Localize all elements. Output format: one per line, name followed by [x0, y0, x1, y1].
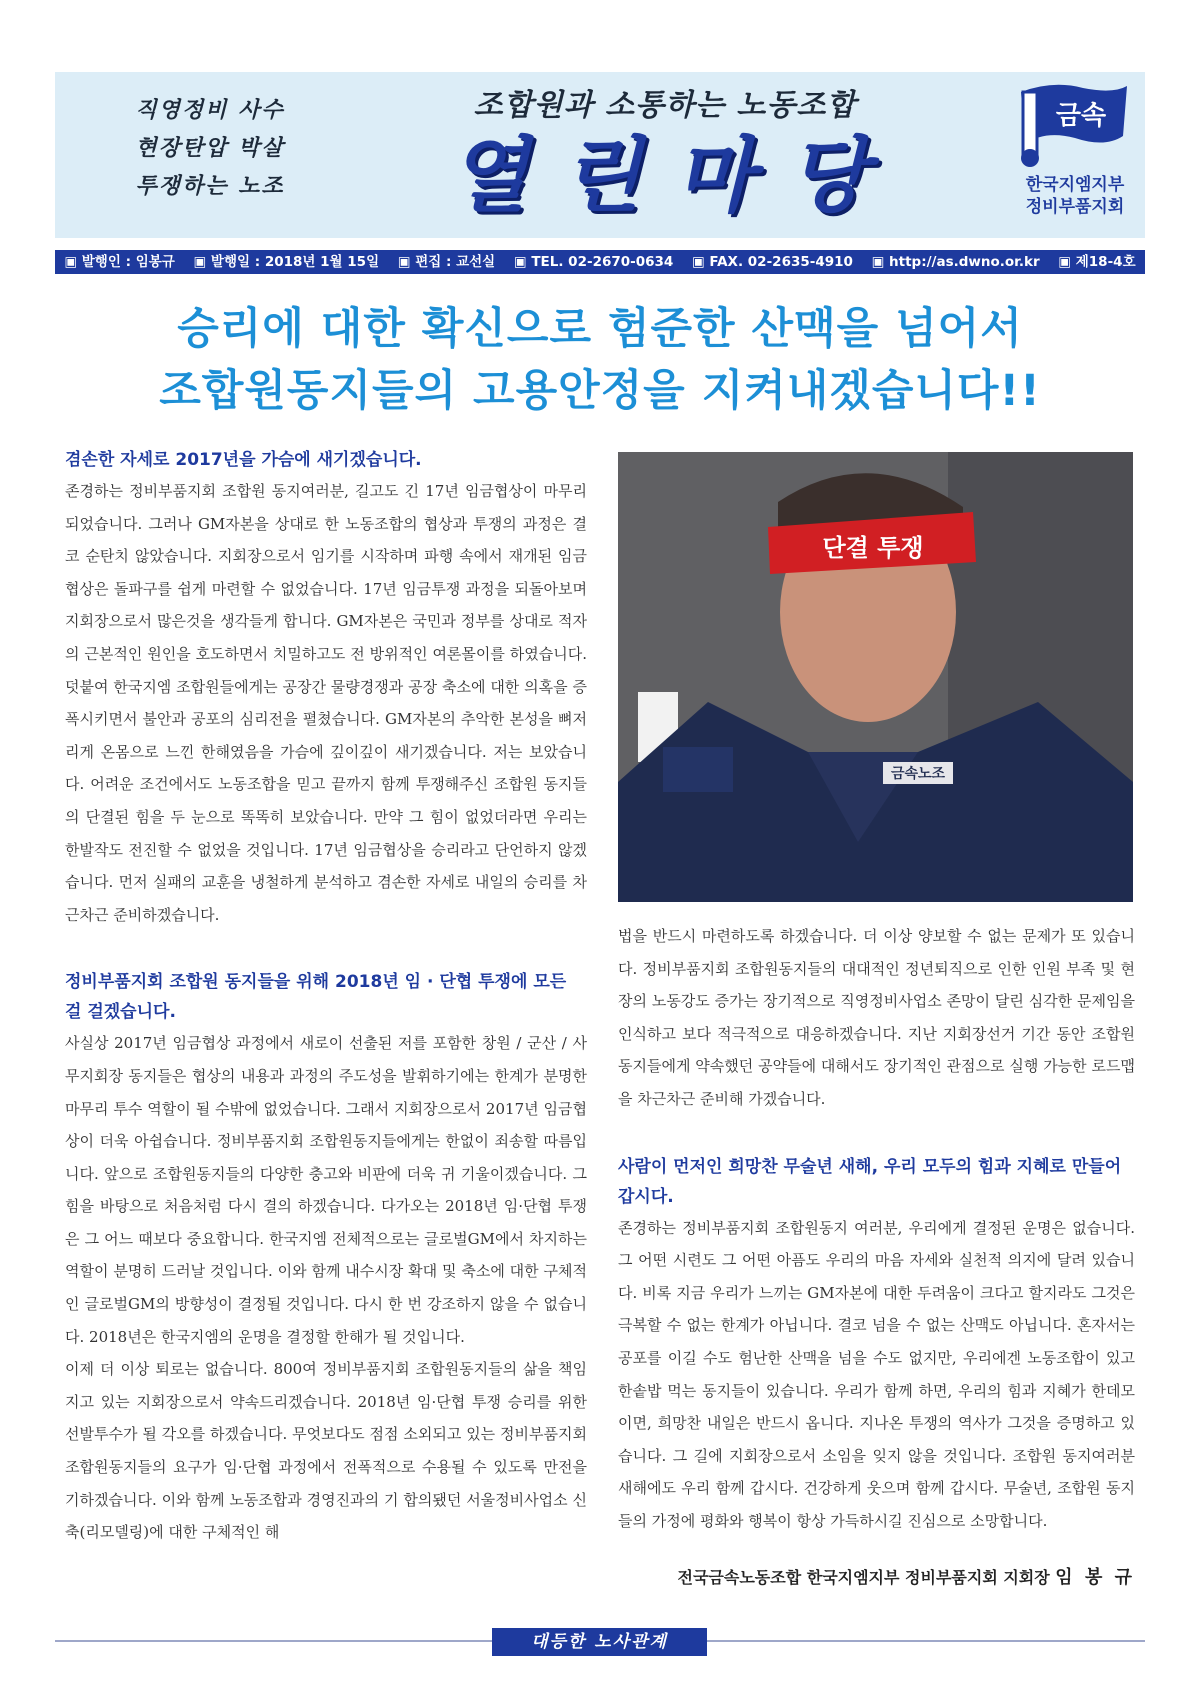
section-2-heading: 정비부품지회 조합원 동지들을 위해 2018년 임 · 단협 투쟁에 모든 걸 걸겠습니다.: [65, 972, 567, 1023]
logo-text: 금속: [1055, 101, 1107, 131]
publisher-info: ▣ 발행인 : 임봉규: [64, 254, 175, 270]
editor-info: ▣ 편집 : 교선실: [397, 254, 496, 270]
section-2-body-2: 이제 더 이상 퇴로는 없습니다. 800여 정비부품지회 조합원동지들의 삶을 책임지고 있는 지회장으로서 약속드리겠습니다. 2018년 임·단협 투쟁 승리를 위한 선발투수가 될 각오를 하겠습니다. 무엇보다도 점점 소외되고 있는 정비부품지회 조합원동지들의 요구가 임·단협 과정에서 전폭적으로 수용될 수 있도록 만전을 기하겠습니다. 이와 함께 노동조합과 경영진과의 기 합의됐던 서울정비사업소 신축(리모델링)에 대한 구체적인 해: [65, 1360, 587, 1542]
headline-line-1: 승리에 대한 확신으로 험준한 산맥을 넘어서: [177, 304, 1023, 354]
main-headline: [40, 298, 1160, 422]
newsletter-title: 열린마당: [448, 129, 902, 224]
headband-text: 단결 투쟁: [822, 534, 924, 562]
slogan-line: 현장탄압 박살: [135, 136, 285, 161]
slogan-line: 투쟁하는 노조: [135, 174, 285, 199]
issue-date-info: ▣ 발행일 : 2018년 1월 15일: [193, 254, 380, 270]
publication-info-bar: [55, 250, 1145, 274]
photo-illustration: [618, 452, 1133, 902]
chairman-photo: [618, 452, 1133, 902]
slogan-line: 직영정비 사수: [135, 98, 285, 123]
fax-info: ▣ FAX. 02-2635-4910: [691, 254, 853, 270]
section-1-heading: 겸손한 자세로 2017년을 가슴에 새기겠습니다.: [65, 450, 422, 470]
masthead: [55, 72, 1145, 238]
org-line-1: 한국지엠지부: [1025, 175, 1125, 195]
union-flag-logo: [1013, 78, 1133, 174]
section-1-body: 존경하는 정비부품지회 조합원 동지여러분, 길고도 긴 17년 임금협상이 마무리 되었습니다. 그러나 GM자본을 상대로 한 노동조합의 협상과 투쟁의 과정은 결코 순탄치 않았습니다. 지회장으로서 임기를 시작하며 파행 속에서 재개된 임금협상은 돌파구를 쉽게 마련할 수 없었습니다. 17년 임금투쟁 과정을 되돌아보며 지회장으로서 많은것을 생각들게 합니다. GM자본은 국민과 정부를 상대로 적자의 근본적인 원인을 호도하면서 치밀하고도 전 방위적인 여론몰이를 하였습니다. 덧붙여 한국지엠 조합원들에게는 공장간 물량경쟁과 공장 축소에 대한 의혹을 증폭시키면서 불안과 공포의 심리전을 펼쳤습니다. GM자본의 추악한 본성을 뼈저리게 온몸으로 느낀 한해였음을 가슴에 깊이깊이 새기겠습니다. 저는 보았습니다. 어려운 조건에서도 노동조합을 믿고 끝까지 함께 투쟁해주신 조합원 동지들의 단결된 힘을 두 눈으로 똑똑히 보았습니다. 만약 그 힘이 없었더라면 우리는 한발작도 전진할 수 없었을 것입니다. 17년 임금협상을 승리라고 단언하지 않겠습니다. 먼저 실패의 교훈을 냉철하게 분석하고 겸손한 자세로 내일의 승리를 차근차근 준비하겠습니다.: [65, 482, 587, 924]
masthead-slogan: [95, 92, 325, 206]
right-column: [618, 920, 1135, 1538]
footer-slogan: 대등한 노사관계: [492, 1628, 707, 1656]
masthead-subtitle: 조합원과 소통하는 노동조합: [473, 88, 857, 123]
tel-info: ▣ TEL. 02-2670-0634: [513, 254, 674, 270]
left-column: [65, 445, 587, 1549]
section-3-heading: 사람이 먼저인 희망찬 무술년 새해, 우리 모두의 힘과 지혜로 만들어 갑시다.: [618, 1156, 1122, 1207]
website-info: ▣ http://as.dwno.or.kr: [871, 254, 1040, 270]
organization-name: [1015, 174, 1135, 218]
section-3-body: 존경하는 정비부품지회 조합원동지 여러분, 우리에게 결정된 운명은 없습니다. 그 어떤 시련도 그 어떤 아픔도 우리의 마음 자세와 실천적 의지에 달려 있습니다. 비록 지금 우리가 느끼는 GM자본에 대한 두려움이 크다고 할지라도 그것은 극복할 수 없는 한계가 아닙니다. 결코 넘을 수 없는 산맥도 아닙니다. 혼자서는 공포를 이길 수도 험난한 산맥을 넘을 수도 없지만, 우리에겐 노동조합이 있고 한솥밥 먹는 동지들이 있습니다. 우리가 함께 하면, 우리의 힘과 지혜가 한데모이면, 희망찬 내일은 반드시 옵니다. 지나온 투쟁의 역사가 그것을 증명하고 있습니다. 그 길에 지회장으로서 소임을 잊지 않을 것입니다. 조합원 동지여러분 새해에도 우리 함께 갑시다. 건강하게 웃으며 함께 갑시다. 무술년, 조합원 동지들의 가정에 평화와 행복이 항상 가득하시길 진심으로 소망합니다.: [618, 1218, 1135, 1530]
vest-text: 금속노조: [890, 766, 946, 782]
signature-name: 임 봉 규: [1055, 1567, 1135, 1588]
signature-line: [600, 1563, 1135, 1589]
signature-org: 전국금속노동조합 한국지엠지부 정비부품지회 지회장: [677, 1568, 1050, 1587]
section-2-body-1: 사실상 2017년 임금협상 과정에서 새로이 선출된 저를 포함한 창원 / 군산 / 사무지회장 동지들은 협상의 내용과 과정의 주도성을 발휘하기에는 한계가 분명한 마무리 투수 역할이 될 수밖에 없었습니다. 그래서 지회장으로서 2017년 임금협상이 더욱 아쉽습니다. 정비부품지회 조합원동지들에게는 한없이 죄송할 따름입니다. 앞으로 조합원동지들의 다양한 충고와 비판에 더욱 귀 기울이겠습니다. 그 힘을 바탕으로 처음처럼 다시 결의 하겠습니다. 다가오는 2018년 임·단협 투쟁은 그 어느 때보다 중요합니다. 한국지엠 전체적으로는 글로벌GM에서 차지하는 역할이 분명히 드러날 것입니다. 이와 함께 내수시장 확대 및 축소에 대한 구체적인 글로벌GM의 방향성이 결정될 것입니다. 다시 한 번 강조하지 않을 수 없습니다. 2018년은 한국지엠의 운명을 결정할 한해가 될 것입니다.: [65, 1034, 587, 1346]
issue-number-info: ▣ 제18-4호: [1058, 254, 1136, 270]
headline-line-2: 조합원동지들의 고용안정을 지켜내겠습니다!!: [159, 366, 1041, 416]
section-2-body-3: 법을 반드시 마련하도록 하겠습니다. 더 이상 양보할 수 없는 문제가 또 있습니다. 정비부품지회 조합원동지들의 대대적인 정년퇴직으로 인한 인원 부족 및 현장의 노동강도 증가는 장기적으로 직영정비사업소 존망이 달린 심각한 문제임을 인식하고 보다 적극적으로 대응하겠습니다. 지난 지회장선거 기간 동안 조합원 동지들에게 약속했던 공약들에 대해서도 장기적인 관점으로 실행 가능한 로드맵을 차근차근 준비해 가겠습니다.: [618, 927, 1135, 1108]
org-line-2: 정비부품지회: [1025, 197, 1125, 217]
